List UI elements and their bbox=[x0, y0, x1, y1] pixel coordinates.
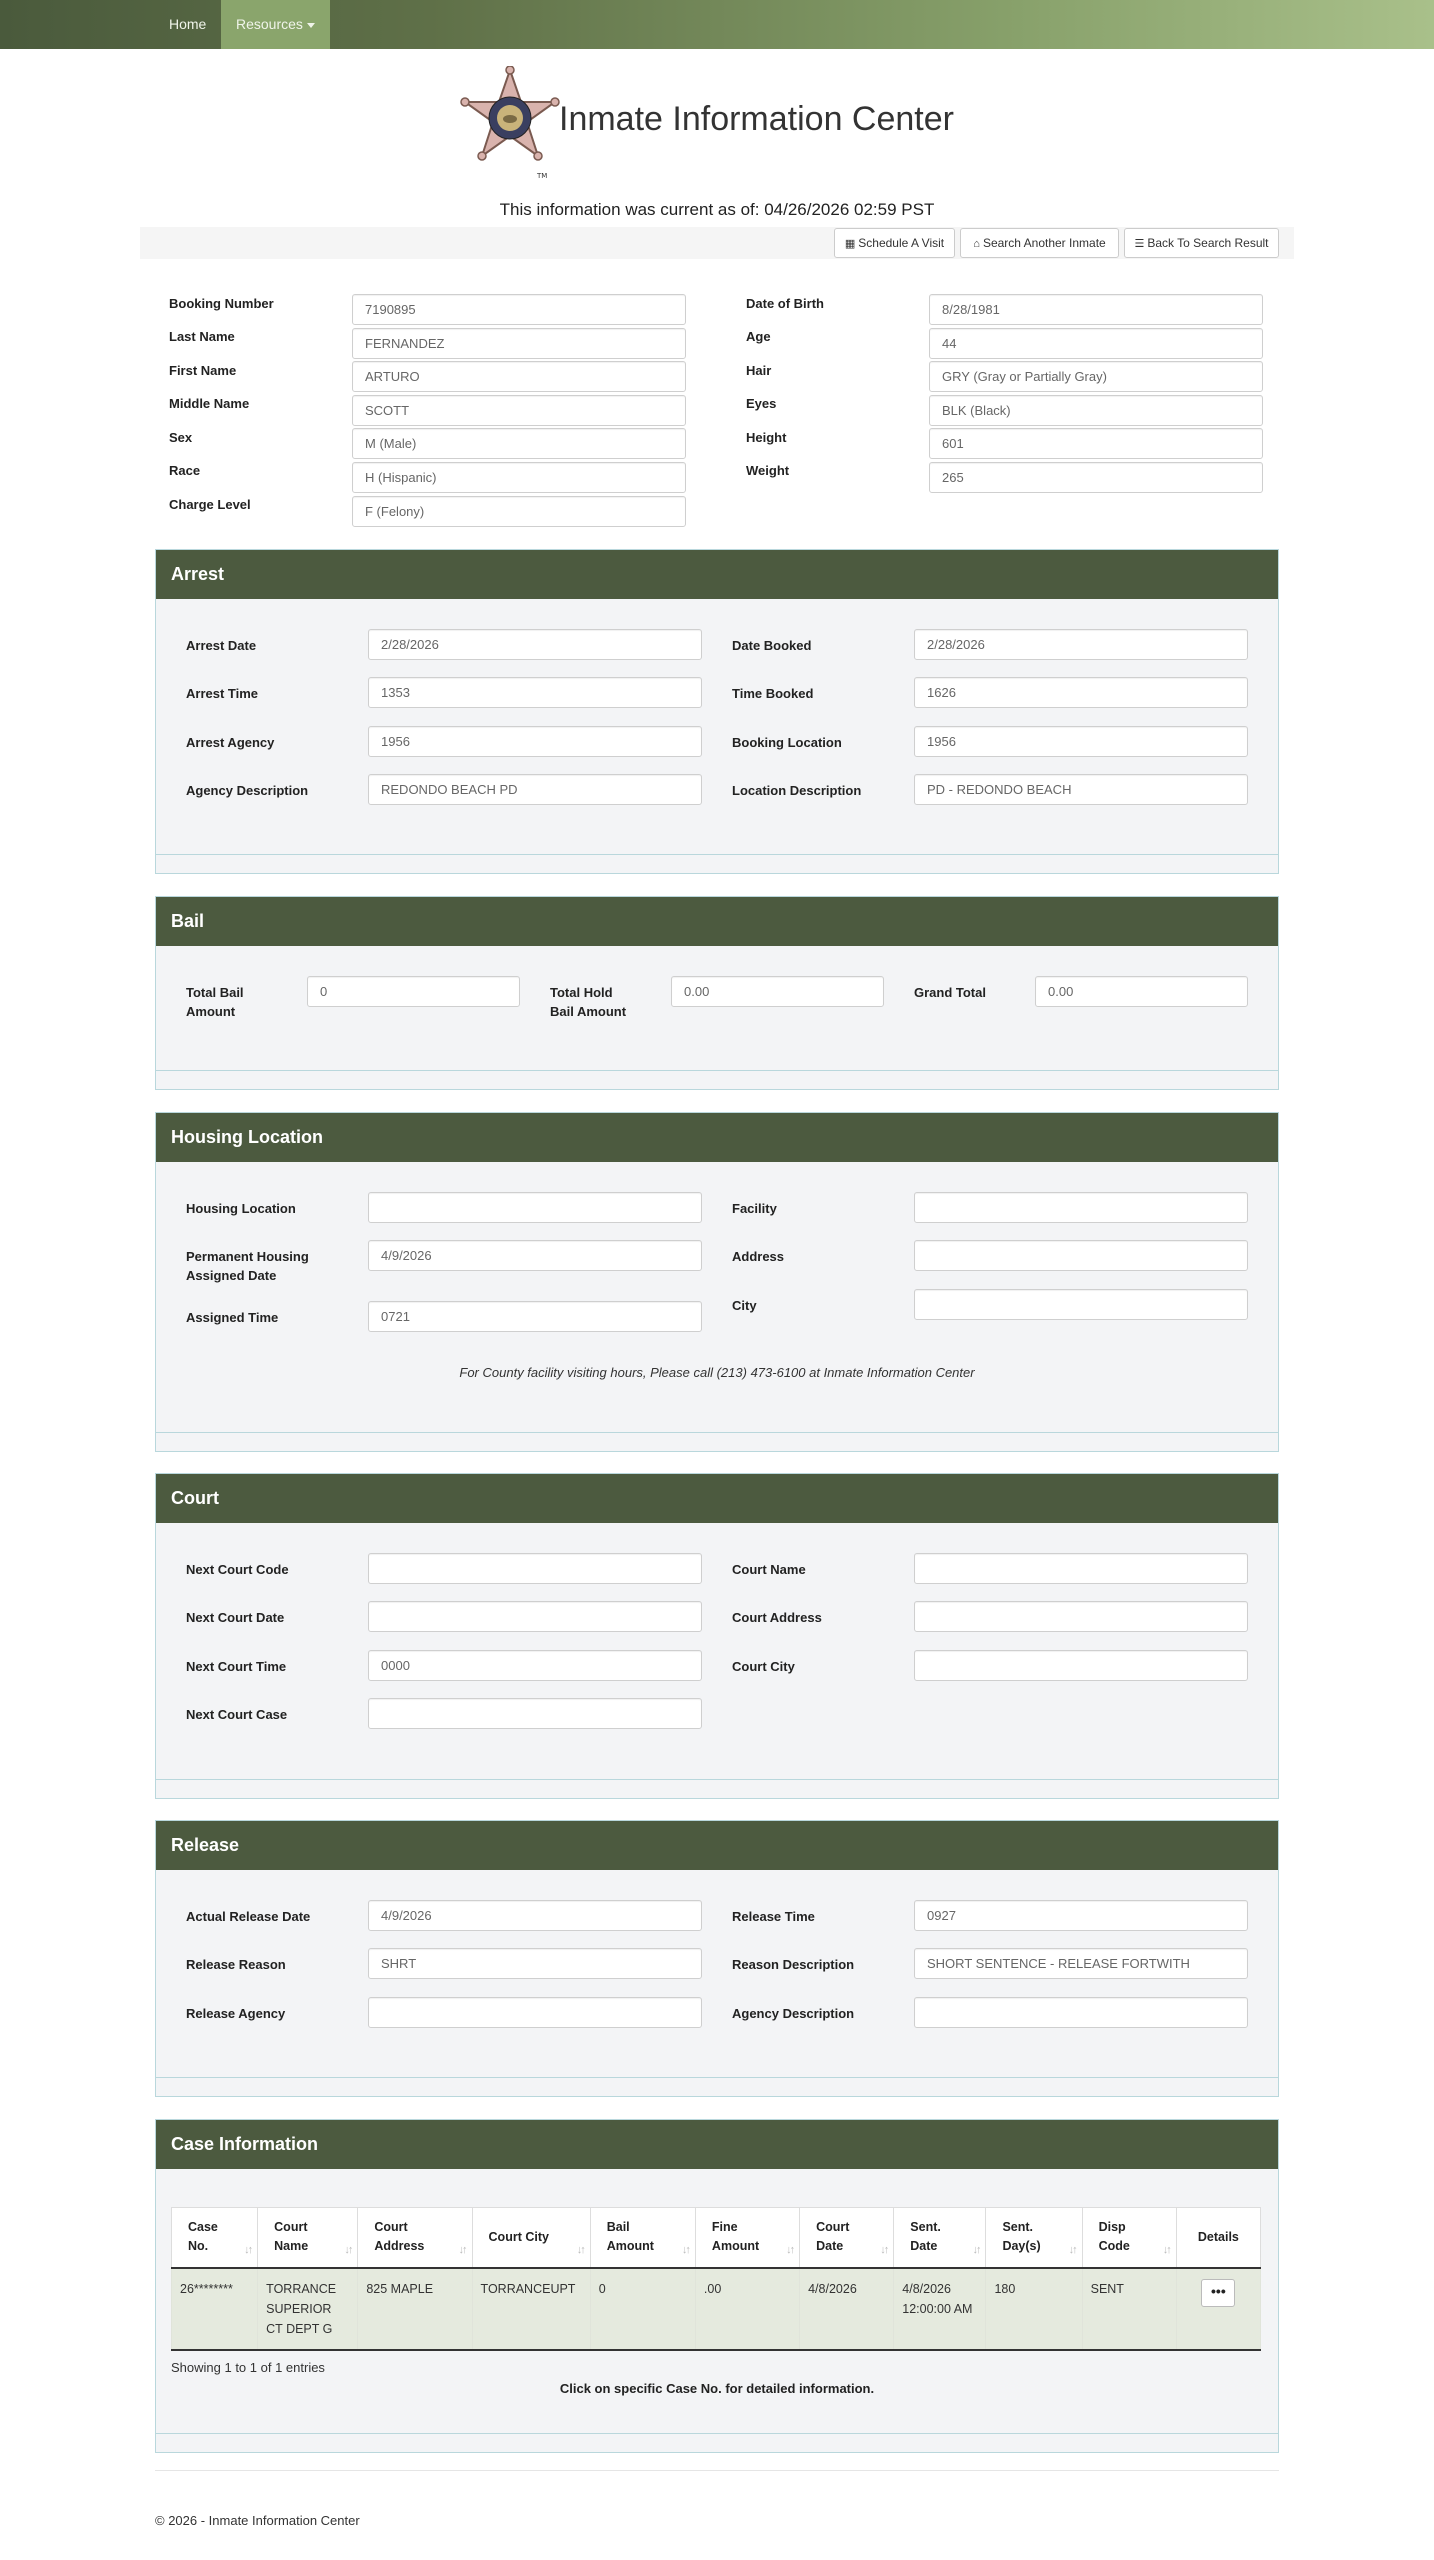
location-description-label: Location Description bbox=[732, 783, 862, 798]
total-bail-field[interactable]: 0 bbox=[307, 976, 520, 1007]
release-agency-description-field[interactable] bbox=[914, 1997, 1248, 2028]
col-case-no-label: Case No. bbox=[188, 2220, 218, 2254]
race-field[interactable]: H (Hispanic) bbox=[352, 462, 686, 493]
actual-release-date-label: Actual Release Date bbox=[186, 1909, 311, 1924]
toolbar bbox=[140, 227, 1294, 259]
assigned-time-label: Assigned Time bbox=[186, 1310, 279, 1325]
location-description-field[interactable]: PD - REDONDO BEACH bbox=[914, 774, 1248, 805]
housing-location-label: Housing Location bbox=[186, 1201, 296, 1216]
housing-panel-title: Housing Location bbox=[156, 1113, 1278, 1162]
agency-description-field[interactable]: REDONDO BEACH PD bbox=[368, 774, 702, 805]
booking-number-label: Booking Number bbox=[169, 296, 274, 311]
col-court-date[interactable] bbox=[800, 2208, 894, 2268]
total-bail-label: Total Bail Amount bbox=[186, 985, 244, 1019]
cell-court-city: TORRANCEUPT bbox=[472, 2268, 590, 2350]
next-court-date-field[interactable] bbox=[368, 1601, 702, 1632]
reason-description-label: Reason Description bbox=[732, 1957, 855, 1972]
eyes-field[interactable]: BLK (Black) bbox=[929, 395, 1263, 426]
weight-label: Weight bbox=[746, 463, 790, 478]
next-court-case-field[interactable] bbox=[368, 1698, 702, 1729]
assigned-time-field[interactable]: 0721 bbox=[368, 1301, 702, 1332]
cell-sent-days: 180 bbox=[986, 2268, 1082, 2350]
case-panel-title: Case Information bbox=[156, 2120, 1278, 2169]
release-reason-label: Release Reason bbox=[186, 1957, 286, 1972]
arrest-panel-title: Arrest bbox=[156, 550, 1278, 599]
agency-description-label: Agency Description bbox=[186, 783, 309, 798]
case-table bbox=[171, 2207, 1261, 2351]
arrest-agency-label: Arrest Agency bbox=[186, 735, 275, 750]
release-time-label: Release Time bbox=[732, 1909, 815, 1924]
nav-home-link[interactable]: Home bbox=[169, 16, 207, 32]
actual-release-date-field[interactable]: 4/9/2026 bbox=[368, 1900, 702, 1931]
court-city-label: Court City bbox=[732, 1659, 795, 1674]
last-name-label: Last Name bbox=[169, 329, 235, 344]
caret-down-icon bbox=[307, 23, 315, 28]
col-case-no[interactable] bbox=[172, 2208, 258, 2268]
case-information-panel bbox=[155, 2119, 1279, 2453]
cell-bail-amount: 0 bbox=[590, 2268, 695, 2350]
table-row[interactable] bbox=[172, 2268, 1261, 2350]
cell-fine-amount: .00 bbox=[695, 2268, 799, 2350]
back-to-search-button[interactable] bbox=[1124, 228, 1279, 258]
col-details bbox=[1176, 2208, 1260, 2268]
cell-details bbox=[1176, 2268, 1260, 2350]
arrest-date-label: Arrest Date bbox=[186, 638, 257, 653]
sort-icon: ↓↑ bbox=[1162, 2244, 1170, 2256]
search-another-inmate-button[interactable] bbox=[960, 228, 1119, 258]
address-field[interactable] bbox=[914, 1240, 1248, 1271]
sheriff-star-icon bbox=[457, 66, 563, 182]
arrest-time-field[interactable]: 1353 bbox=[368, 677, 702, 708]
release-time-field[interactable]: 0927 bbox=[914, 1900, 1248, 1931]
panel-divider bbox=[156, 1779, 1278, 1780]
release-panel bbox=[155, 1820, 1279, 2097]
housing-location-field[interactable] bbox=[368, 1192, 702, 1223]
panel-divider bbox=[156, 2433, 1278, 2434]
release-agency-label: Release Agency bbox=[186, 2006, 286, 2021]
sex-label: Sex bbox=[169, 430, 193, 445]
col-court-date-label: Court Date bbox=[816, 2220, 850, 2254]
sort-icon: ↓↑ bbox=[344, 2244, 352, 2256]
dob-label: Date of Birth bbox=[746, 296, 824, 311]
col-court-city[interactable] bbox=[472, 2208, 590, 2268]
back-to-search-label: Back To Search Result bbox=[1147, 236, 1269, 250]
arrest-agency-field[interactable]: 1956 bbox=[368, 726, 702, 757]
weight-field[interactable]: 265 bbox=[929, 462, 1263, 493]
sort-icon: ↓↑ bbox=[681, 2244, 689, 2256]
first-name-field[interactable]: ARTURO bbox=[352, 361, 686, 392]
col-details-label: Details bbox=[1197, 2229, 1239, 2244]
next-court-code-field[interactable] bbox=[368, 1553, 702, 1584]
reason-description-field[interactable]: SHORT SENTENCE - RELEASE FORTWITH bbox=[914, 1948, 1248, 1979]
booking-location-field[interactable]: 1956 bbox=[914, 726, 1248, 757]
sort-icon: ↓↑ bbox=[880, 2244, 888, 2256]
current-as-of-text: This information was current as of: 04/26/2026 02:59 PST bbox=[499, 200, 935, 219]
panel-divider bbox=[156, 1432, 1278, 1433]
middle-name-field[interactable]: SCOTT bbox=[352, 395, 686, 426]
release-panel-title: Release bbox=[156, 1821, 1278, 1870]
col-disp-code-label: Disp Code bbox=[1098, 2220, 1130, 2254]
col-sent-days-label: Sent. Day(s) bbox=[1002, 2220, 1041, 2254]
grand-total-field[interactable]: 0.00 bbox=[1035, 976, 1248, 1007]
bail-panel-title: Bail bbox=[156, 897, 1278, 946]
col-court-city-label: Court City bbox=[488, 2229, 549, 2244]
panel-divider bbox=[156, 1070, 1278, 1071]
panel-divider bbox=[156, 2077, 1278, 2078]
dob-field[interactable]: 8/28/1981 bbox=[929, 294, 1263, 325]
panel-divider bbox=[156, 854, 1278, 855]
charge-level-field[interactable]: F (Felony) bbox=[352, 496, 686, 527]
hair-field[interactable]: GRY (Gray or Partially Gray) bbox=[929, 361, 1263, 392]
time-booked-label: Time Booked bbox=[732, 686, 814, 701]
city-label: City bbox=[732, 1298, 757, 1313]
nav-resources-label: Resources bbox=[236, 16, 303, 32]
visiting-hours-note: For County facility visiting hours, Please call (213) 473-6100 at Inmate Information Center bbox=[459, 1365, 975, 1380]
cell-disp-code: SENT bbox=[1082, 2268, 1176, 2350]
eyes-label: Eyes bbox=[746, 396, 777, 411]
court-panel-title: Court bbox=[156, 1474, 1278, 1523]
col-court-name-label: Court Name bbox=[274, 2220, 309, 2254]
sort-icon: ↓↑ bbox=[972, 2244, 980, 2256]
housing-panel bbox=[155, 1112, 1279, 1452]
court-address-label: Court Address bbox=[732, 1610, 822, 1625]
total-hold-bail-label: Total Hold Bail Amount bbox=[550, 985, 627, 1019]
perm-housing-date-field[interactable]: 4/9/2026 bbox=[368, 1240, 702, 1271]
first-name-label: First Name bbox=[169, 363, 237, 378]
age-field[interactable]: 44 bbox=[929, 328, 1263, 359]
middle-name-label: Middle Name bbox=[169, 396, 250, 411]
col-court-address[interactable] bbox=[358, 2208, 472, 2268]
col-sent-date[interactable] bbox=[894, 2208, 986, 2268]
total-hold-bail-field[interactable]: 0.00 bbox=[671, 976, 884, 1007]
sort-icon: ↓↑ bbox=[786, 2244, 794, 2256]
booking-location-label: Booking Location bbox=[732, 735, 842, 750]
hair-label: Hair bbox=[746, 363, 772, 378]
next-court-code-label: Next Court Code bbox=[186, 1562, 289, 1577]
details-button[interactable]: ••• bbox=[1201, 2279, 1235, 2307]
cell-court-date: 4/8/2026 bbox=[800, 2268, 894, 2350]
sex-field[interactable]: M (Male) bbox=[352, 428, 686, 459]
cell-sent-date: 4/8/2026 12:00:00 AM bbox=[894, 2268, 986, 2350]
footer-divider bbox=[155, 2470, 1279, 2471]
col-bail-amount[interactable] bbox=[590, 2208, 695, 2268]
cell-court-name: TORRANCE SUPERIOR CT DEPT G bbox=[258, 2268, 358, 2350]
arrest-date-field[interactable]: 2/28/2026 bbox=[368, 629, 702, 660]
sort-icon: ↓↑ bbox=[244, 2244, 252, 2256]
court-city-field[interactable] bbox=[914, 1650, 1248, 1681]
col-court-address-label: Court Address bbox=[374, 2220, 425, 2254]
next-court-time-label: Next Court Time bbox=[186, 1659, 287, 1674]
svg-text:TM: TM bbox=[537, 172, 548, 180]
address-label: Address bbox=[732, 1249, 785, 1264]
date-booked-field[interactable]: 2/28/2026 bbox=[914, 629, 1248, 660]
next-court-time-field[interactable]: 0000 bbox=[368, 1650, 702, 1681]
col-disp-code[interactable] bbox=[1082, 2208, 1176, 2268]
booking-number-field[interactable]: 7190895 bbox=[352, 294, 686, 325]
court-name-label: Court Name bbox=[732, 1562, 806, 1577]
col-sent-date-label: Sent. Date bbox=[910, 2220, 941, 2254]
court-name-field[interactable] bbox=[914, 1553, 1248, 1584]
nav-resources-dropdown[interactable] bbox=[221, 0, 330, 49]
sort-icon: ↓↑ bbox=[458, 2244, 466, 2256]
page-title: Inmate Information Center bbox=[559, 100, 954, 138]
time-booked-field[interactable]: 1626 bbox=[914, 677, 1248, 708]
col-fine-amount[interactable] bbox=[695, 2208, 799, 2268]
next-court-case-label: Next Court Case bbox=[186, 1707, 288, 1722]
schedule-visit-label: Schedule A Visit bbox=[858, 236, 945, 250]
release-reason-field[interactable]: SHRT bbox=[368, 1948, 702, 1979]
top-navbar bbox=[0, 0, 1434, 49]
date-booked-label: Date Booked bbox=[732, 638, 812, 653]
col-fine-amount-label: Fine Amount bbox=[711, 2220, 760, 2254]
release-agency-description-label: Agency Description bbox=[732, 2006, 855, 2021]
footer-copyright: © 2026 - Inmate Information Center bbox=[155, 2513, 360, 2528]
race-label: Race bbox=[169, 463, 201, 478]
table-info: Showing 1 to 1 of 1 entries bbox=[171, 2360, 325, 2375]
col-bail-amount-label: Bail Amount bbox=[606, 2220, 654, 2254]
facility-label: Facility bbox=[732, 1201, 777, 1216]
age-label: Age bbox=[746, 329, 771, 344]
last-name-field[interactable]: FERNANDEZ bbox=[352, 328, 686, 359]
cell-case-no[interactable]: 26******** bbox=[172, 2268, 258, 2350]
sort-icon: ↓↑ bbox=[1068, 2244, 1076, 2256]
col-sent-days[interactable] bbox=[986, 2208, 1082, 2268]
release-agency-field[interactable] bbox=[368, 1997, 702, 2028]
height-field[interactable]: 601 bbox=[929, 428, 1263, 459]
arrest-time-label: Arrest Time bbox=[186, 686, 259, 701]
height-label: Height bbox=[746, 430, 787, 445]
schedule-visit-button[interactable] bbox=[834, 228, 955, 258]
charge-level-label: Charge Level bbox=[169, 497, 251, 512]
next-court-date-label: Next Court Date bbox=[186, 1610, 285, 1625]
col-court-name[interactable] bbox=[258, 2208, 358, 2268]
court-address-field[interactable] bbox=[914, 1601, 1248, 1632]
home-icon: ⌂ bbox=[973, 238, 980, 250]
facility-field[interactable] bbox=[914, 1192, 1248, 1223]
court-panel bbox=[155, 1473, 1279, 1799]
search-another-inmate-label: Search Another Inmate bbox=[982, 236, 1106, 250]
bail-panel bbox=[155, 896, 1279, 1090]
grand-total-label: Grand Total bbox=[914, 985, 986, 1000]
case-table-header-row bbox=[172, 2208, 1261, 2268]
list-icon: ☰ bbox=[1134, 238, 1145, 250]
perm-housing-date-label: Permanent Housing Assigned Date bbox=[186, 1249, 309, 1283]
sort-icon: ↓↑ bbox=[576, 2244, 584, 2256]
case-click-note: Click on specific Case No. for detailed information. bbox=[559, 2381, 875, 2396]
city-field[interactable] bbox=[914, 1289, 1248, 1320]
calendar-icon: ▦ bbox=[844, 238, 856, 250]
cell-court-address: 825 MAPLE bbox=[358, 2268, 472, 2350]
arrest-panel bbox=[155, 549, 1279, 874]
